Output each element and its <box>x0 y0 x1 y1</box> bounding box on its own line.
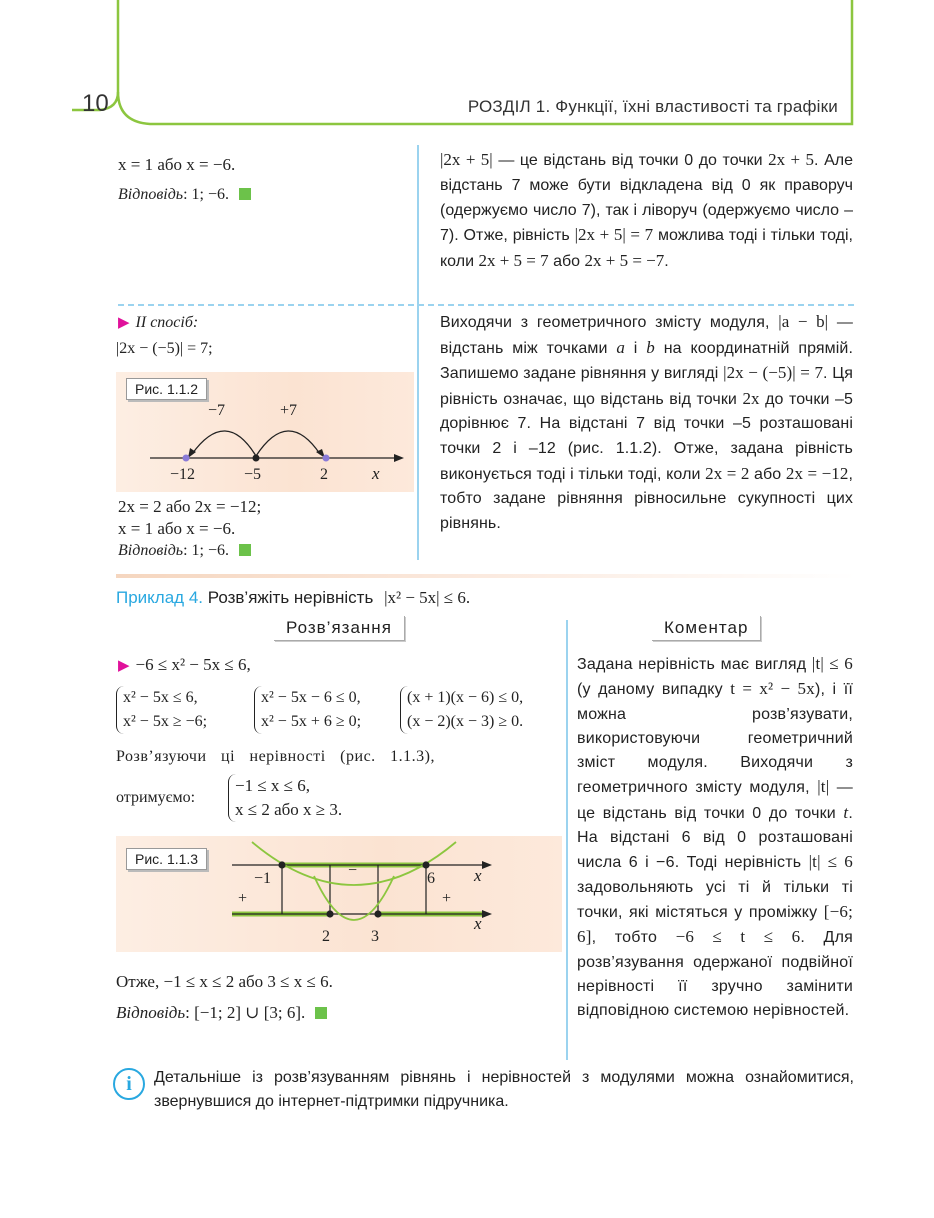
formula: 2x + 5 <box>768 150 815 169</box>
formula: b <box>646 337 655 357</box>
text-run: до точки –5 дорівнює 7. На відстані 7 від точки –5 розташовані точки 2 і –12 (рис. 1.1.2). Отже, задана рівність виконується тоді і тільки тоді, коли <box>440 390 853 483</box>
text-run: — це відстань від точки 0 до точки <box>492 152 769 169</box>
text-run: на координатній прямій. Запишемо задане рівняння у вигляді <box>440 339 853 383</box>
answer-value: : [−1; 2] ∪ [3; 6]. <box>185 1003 306 1022</box>
formula: |a − b| <box>778 312 829 331</box>
text-run: . <box>664 253 669 271</box>
header-frame <box>0 0 934 140</box>
method1-solution <box>118 150 408 210</box>
text-run: Виходячи з геометричного змісту модуля, <box>440 314 779 331</box>
text-run: (у даному випадку <box>577 681 731 699</box>
tick-label: 6 <box>427 870 435 887</box>
sign-plus: + <box>442 890 452 907</box>
interval-diagram <box>116 836 562 952</box>
method1-line: x = 1 або x = −6. <box>118 155 236 174</box>
formula: 2x = 2 <box>705 463 750 483</box>
text-run: . На відстані 6 від 0 розташовані числа 6 і −6. Тоді нерівність <box>577 804 853 872</box>
text-run: . Але відстань 7 може бути відкладена від 0 як праворуч (одержуємо число 7), так і ліворуч (одержуємо число –7). Отже, рівність <box>440 152 854 245</box>
end-square-icon <box>315 1007 327 1019</box>
text-run: — це відстань від точки 0 до точки <box>577 779 853 822</box>
task-formula: |x² − 5x| ≤ 6. <box>384 588 471 607</box>
system-row: x² − 5x − 6 ≤ 0, <box>261 689 361 706</box>
marker-triangle-icon: ▶ <box>118 658 130 674</box>
solution-line1 <box>118 655 251 675</box>
text-run: , тобто <box>591 929 676 947</box>
solution-answer <box>116 1003 327 1023</box>
tick-label: −12 <box>170 466 196 483</box>
formula: t <box>843 802 849 822</box>
solution-header: Розв’язання <box>274 616 405 641</box>
text-run: , тобто задане рівняння рівносильне сукупності цих рівнянь. <box>440 465 854 532</box>
method1-answer <box>118 180 408 210</box>
formula: |t| ≤ 6 <box>808 852 853 872</box>
figure-label: Рис. 1.1.2 <box>126 378 207 400</box>
marker-triangle-icon: ▶ <box>118 315 130 331</box>
info-text: Детальніше із розв’язуванням рівнянь і нерівностей з модулями можна ознайомитися, звернувшися до інтернет-підтримки підручника. <box>154 1069 854 1110</box>
formula: a <box>616 337 625 357</box>
formula: |2x + 5| <box>440 150 493 169</box>
example-label: Приклад 4. <box>116 588 203 607</box>
page-number: 10 <box>82 90 109 117</box>
tick-label: −5 <box>244 466 262 483</box>
axis-label: x <box>372 464 380 483</box>
sign-minus: − <box>348 862 358 879</box>
answer-value: : 1; −6. <box>183 186 229 203</box>
answer-label: Відповідь <box>116 1003 186 1022</box>
formula: |t| ≤ 6 <box>811 654 853 673</box>
tick-label: −1 <box>254 870 272 887</box>
formula: |2x − (−5)| = 7 <box>723 363 824 383</box>
example-task: Розв’яжіть нерівність <box>207 588 374 607</box>
comment-header: Коментар <box>652 616 761 641</box>
system-row: x² − 5x + 6 ≥ 0; <box>261 713 362 730</box>
system-row: x ≤ 2 або x ≥ 3. <box>235 800 343 819</box>
text-run: Задана нерівність має вигляд <box>577 656 812 673</box>
result-line: 2x = 2 або 2x = −12; <box>118 497 262 516</box>
formula: t = x² − 5x <box>730 679 815 699</box>
formula: |2x + 5| = 7 <box>574 225 654 245</box>
dashed-separator <box>118 304 854 306</box>
solving-text: Розв’язуючи ці нерівності (рис. 1.1.3), <box>116 748 435 765</box>
text-run: задовольняють усі ті й тільки ті точки, які містяться у проміжку <box>577 878 853 921</box>
formula: |t| <box>817 777 830 797</box>
system-row: x² − 5x ≤ 6, <box>123 689 198 706</box>
text-run: можлива тоді і тільки тоді, коли <box>440 227 853 271</box>
inequality: −6 ≤ x² − 5x ≤ 6, <box>135 655 251 674</box>
text-run: ), і її можна розв’язувати, використовуючи геометричний зміст модуля. Виходячи з геометричного змісту модуля, <box>577 681 853 797</box>
figure-label: Рис. 1.1.3 <box>126 848 207 870</box>
number-line-diagram <box>116 372 414 492</box>
answer-label: Відповідь <box>118 186 184 203</box>
text-run: або <box>749 465 786 483</box>
result-system <box>228 774 342 822</box>
example4-task <box>116 588 470 608</box>
system-row: −1 ≤ x ≤ 6, <box>235 776 310 795</box>
text-run: або <box>548 253 585 271</box>
system-1 <box>116 686 207 734</box>
formula: 2x + 5 = 7 <box>478 251 549 271</box>
system-row: (x + 1)(x − 6) ≤ 0, <box>407 689 524 706</box>
section-divider <box>116 574 856 578</box>
answer-value: : 1; −6. <box>183 542 229 559</box>
answer-label: Відповідь <box>118 542 184 559</box>
tick-label: 3 <box>371 928 379 945</box>
system-2 <box>254 686 361 734</box>
figure-1-1-3 <box>116 836 562 952</box>
comment2-text <box>440 310 853 536</box>
text-run: і <box>624 339 647 357</box>
comment3-text <box>577 652 853 1023</box>
figure-1-1-2 <box>116 372 414 492</box>
formula: [−6; 6] <box>577 901 853 947</box>
tick-label: 2 <box>320 466 328 483</box>
end-square-icon <box>239 188 251 200</box>
info-icon <box>113 1068 145 1100</box>
text-run: . Для розв’язування одержаної подвійної нерівності її зручно замінити відповідною системою нерівностей. <box>577 929 853 1020</box>
method2-answer <box>118 540 261 562</box>
obtain-text: отримуємо: <box>116 789 196 806</box>
info-glyph: i <box>126 1073 132 1095</box>
formula: 2x <box>742 388 760 408</box>
axis-label: x <box>474 866 482 885</box>
end-square-icon <box>239 544 251 556</box>
tick-label: 2 <box>322 928 330 945</box>
arc-label-left: −7 <box>208 402 226 419</box>
section-title: РОЗДІЛ 1. Функції, їхні властивості та графіки <box>467 97 838 116</box>
axis-label: x <box>474 914 482 933</box>
text-run: . Ця рівність означає, що відстань від точки <box>440 365 853 408</box>
text-run: — відстань між точками <box>440 314 853 357</box>
result-line: x = 1 або x = −6. <box>118 519 236 538</box>
system-3 <box>400 686 523 734</box>
comment1-text <box>440 148 853 275</box>
system-row: (x − 2)(x − 3) ≥ 0. <box>407 713 524 730</box>
formula: 2x + 5 = −7 <box>584 251 665 271</box>
formula: −6 ≤ t ≤ 6 <box>675 927 801 947</box>
arc-label-right: +7 <box>280 402 298 419</box>
method2-result <box>118 496 261 562</box>
method-title: II спосіб: <box>135 314 199 331</box>
method2-equation: |2x − (−5)| = 7; <box>116 340 213 357</box>
formula: 2x = −12 <box>785 463 849 483</box>
column-divider <box>566 620 568 1060</box>
therefore-text: Отже, −1 ≤ x ≤ 2 або 3 ≤ x ≤ 6. <box>116 972 333 991</box>
method2-heading <box>118 313 198 332</box>
system-row: x² − 5x ≥ −6; <box>123 713 208 730</box>
sign-plus: + <box>238 890 248 907</box>
column-divider <box>417 145 419 560</box>
